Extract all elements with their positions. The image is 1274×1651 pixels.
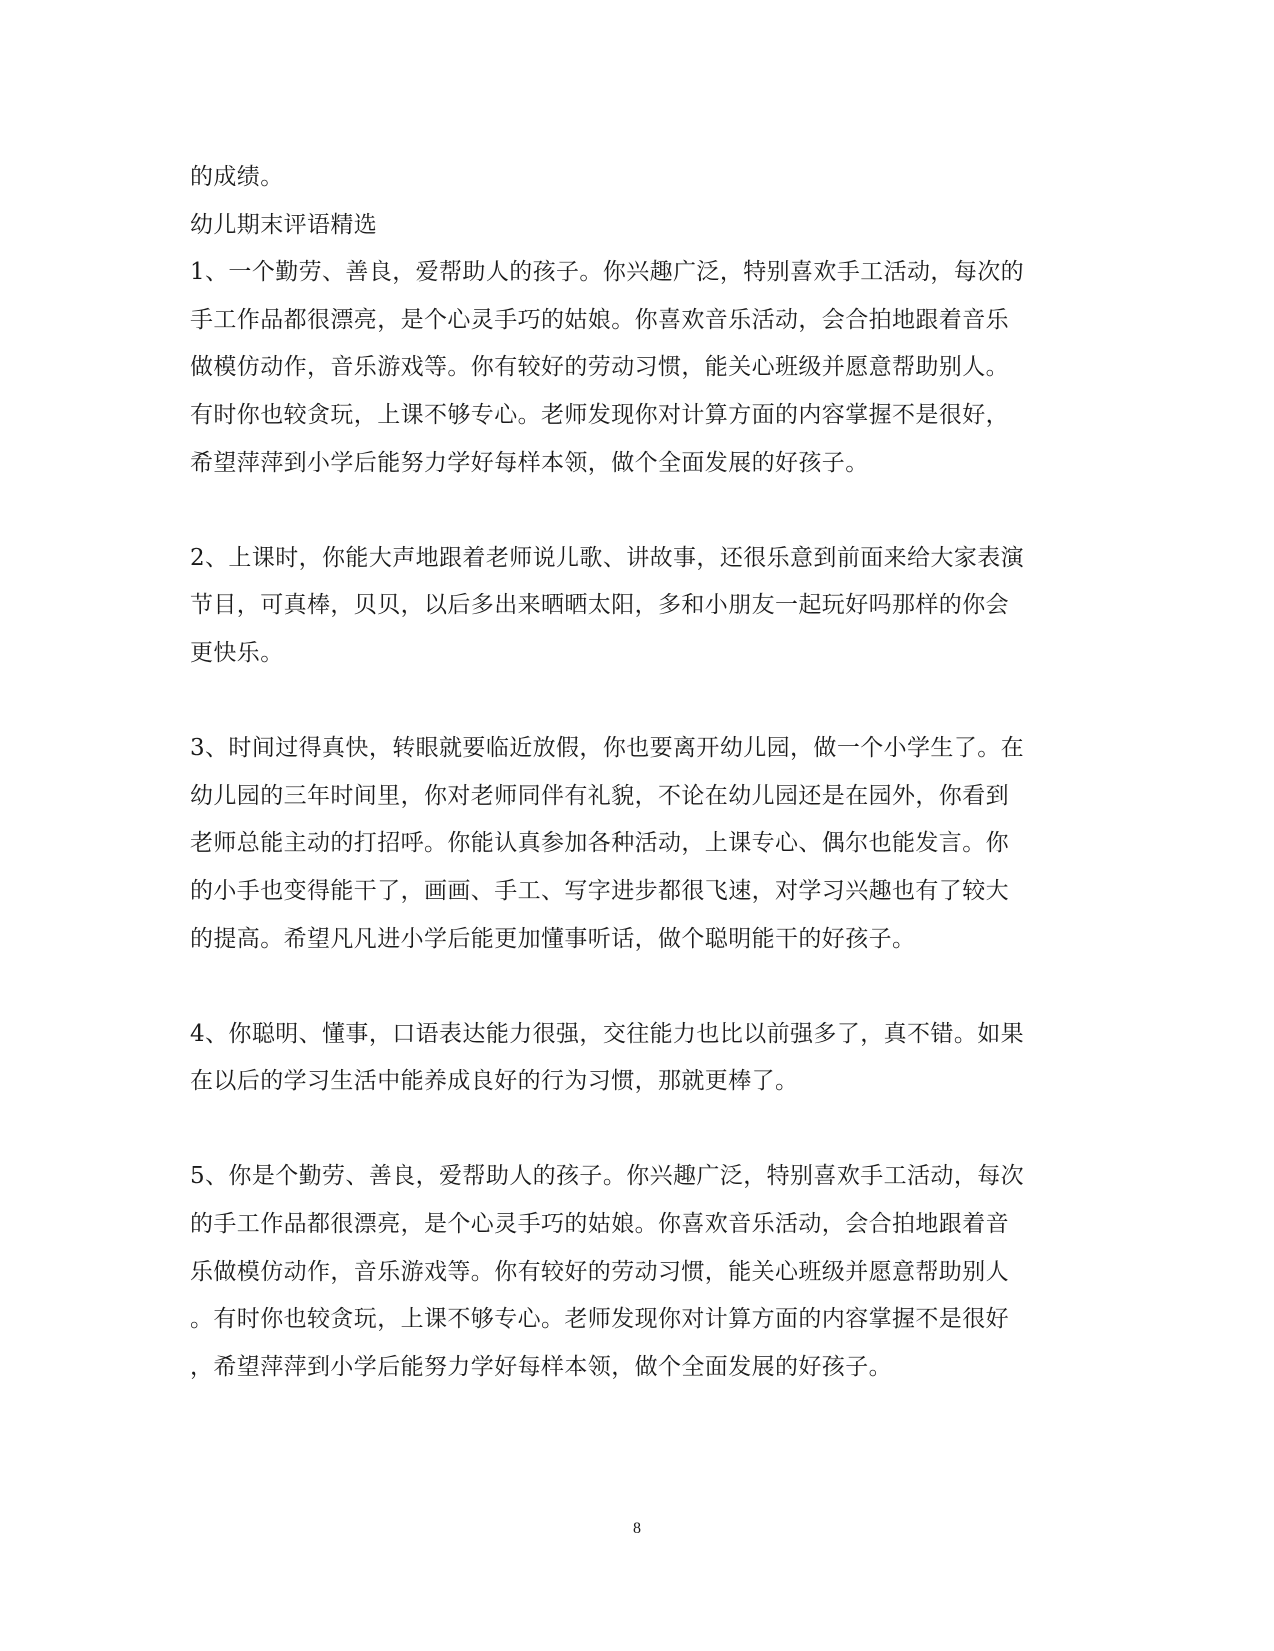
- paragraph-line: 的提高。希望凡凡进小学后能更加懂事听话，做个聪明能干的好孩子。: [190, 925, 916, 952]
- comment-paragraph-4: [190, 1011, 1085, 1106]
- comment-paragraph-5: [190, 1153, 1085, 1391]
- paragraph-line: 2、上课时，你能大声地跟着老师说儿歌、讲故事，还很乐意到前面来给大家表演: [190, 544, 1025, 571]
- paragraph-gap: [190, 487, 1085, 535]
- paragraph-line: 幼儿园的三年时间里，你对老师同伴有礼貌，不论在幼儿园还是在园外，你看到: [190, 782, 1009, 809]
- paragraph-line: 。有时你也较贪玩，上课不够专心。老师发现你对计算方面的内容掌握不是很好: [190, 1306, 1009, 1333]
- paragraph-line: 有时你也较贪玩，上课不够专心。老师发现你对计算方面的内容掌握不是很好，: [190, 401, 1009, 428]
- continuation-line: 的成绩。: [190, 164, 284, 190]
- paragraph-line: 乐做模仿动作，音乐游戏等。你有较好的劳动习惯，能关心班级并愿意帮助别人: [190, 1258, 1009, 1285]
- comment-paragraph-2: [190, 535, 1085, 678]
- page-number: 8: [633, 1520, 641, 1537]
- paragraph-line: 手工作品都很漂亮，是个心灵手巧的姑娘。你喜欢音乐活动，会合拍地跟着音乐: [190, 306, 1009, 333]
- comment-paragraph-3: [190, 725, 1085, 963]
- paragraph-line: 5、你是个勤劳、善良，爱帮助人的孩子。你兴趣广泛，特别喜欢手工活动，每次: [190, 1163, 1025, 1190]
- paragraph-gap: [190, 963, 1085, 1011]
- paragraph-line: 老师总能主动的打招呼。你能认真参加各种活动，上课专心、偶尔也能发言。你: [190, 830, 1009, 857]
- paragraph-line: 更快乐。: [190, 639, 284, 666]
- paragraph-gap: [190, 678, 1085, 726]
- paragraph-line: 的手工作品都很漂亮，是个心灵手巧的姑娘。你喜欢音乐活动，会合拍地跟着音: [190, 1211, 1009, 1238]
- paragraph-gap: [190, 1106, 1085, 1154]
- paragraph-line: 1、一个勤劳、善良，爱帮助人的孩子。你兴趣广泛，特别喜欢手工活动，每次的: [190, 259, 1025, 286]
- paragraph-line: 的小手也变得能干了，画画、手工、写字进步都很飞速，对学习兴趣也有了较大: [190, 877, 1009, 904]
- paragraph-line: ，希望萍萍到小学后能努力学好每样本领，做个全面发展的好孩子。: [190, 1353, 892, 1380]
- paragraph-line: 希望萍萍到小学后能努力学好每样本领，做个全面发展的好孩子。: [190, 449, 869, 476]
- paragraph-line: 4、你聪明、懂事，口语表达能力很强，交往能力也比以前强多了，真不错。如果: [190, 1020, 1025, 1047]
- paragraph-line: 3、时间过得真快，转眼就要临近放假，你也要离开幼儿园，做一个小学生了。在: [190, 735, 1025, 762]
- paragraph-line: 做模仿动作，音乐游戏等。你有较好的劳动习惯，能关心班级并愿意帮助别人。: [190, 354, 1009, 381]
- page-body: [190, 154, 1085, 1391]
- paragraph-line: 节目，可真棒，贝贝，以后多出来晒晒太阳，多和小朋友一起玩好吗那样的你会: [190, 592, 1009, 619]
- section-heading: 幼儿期末评语精选: [190, 211, 378, 238]
- paragraph-line: 在以后的学习生活中能养成良好的行为习惯，那就更棒了。: [190, 1068, 799, 1095]
- comment-paragraph-1: [190, 249, 1085, 487]
